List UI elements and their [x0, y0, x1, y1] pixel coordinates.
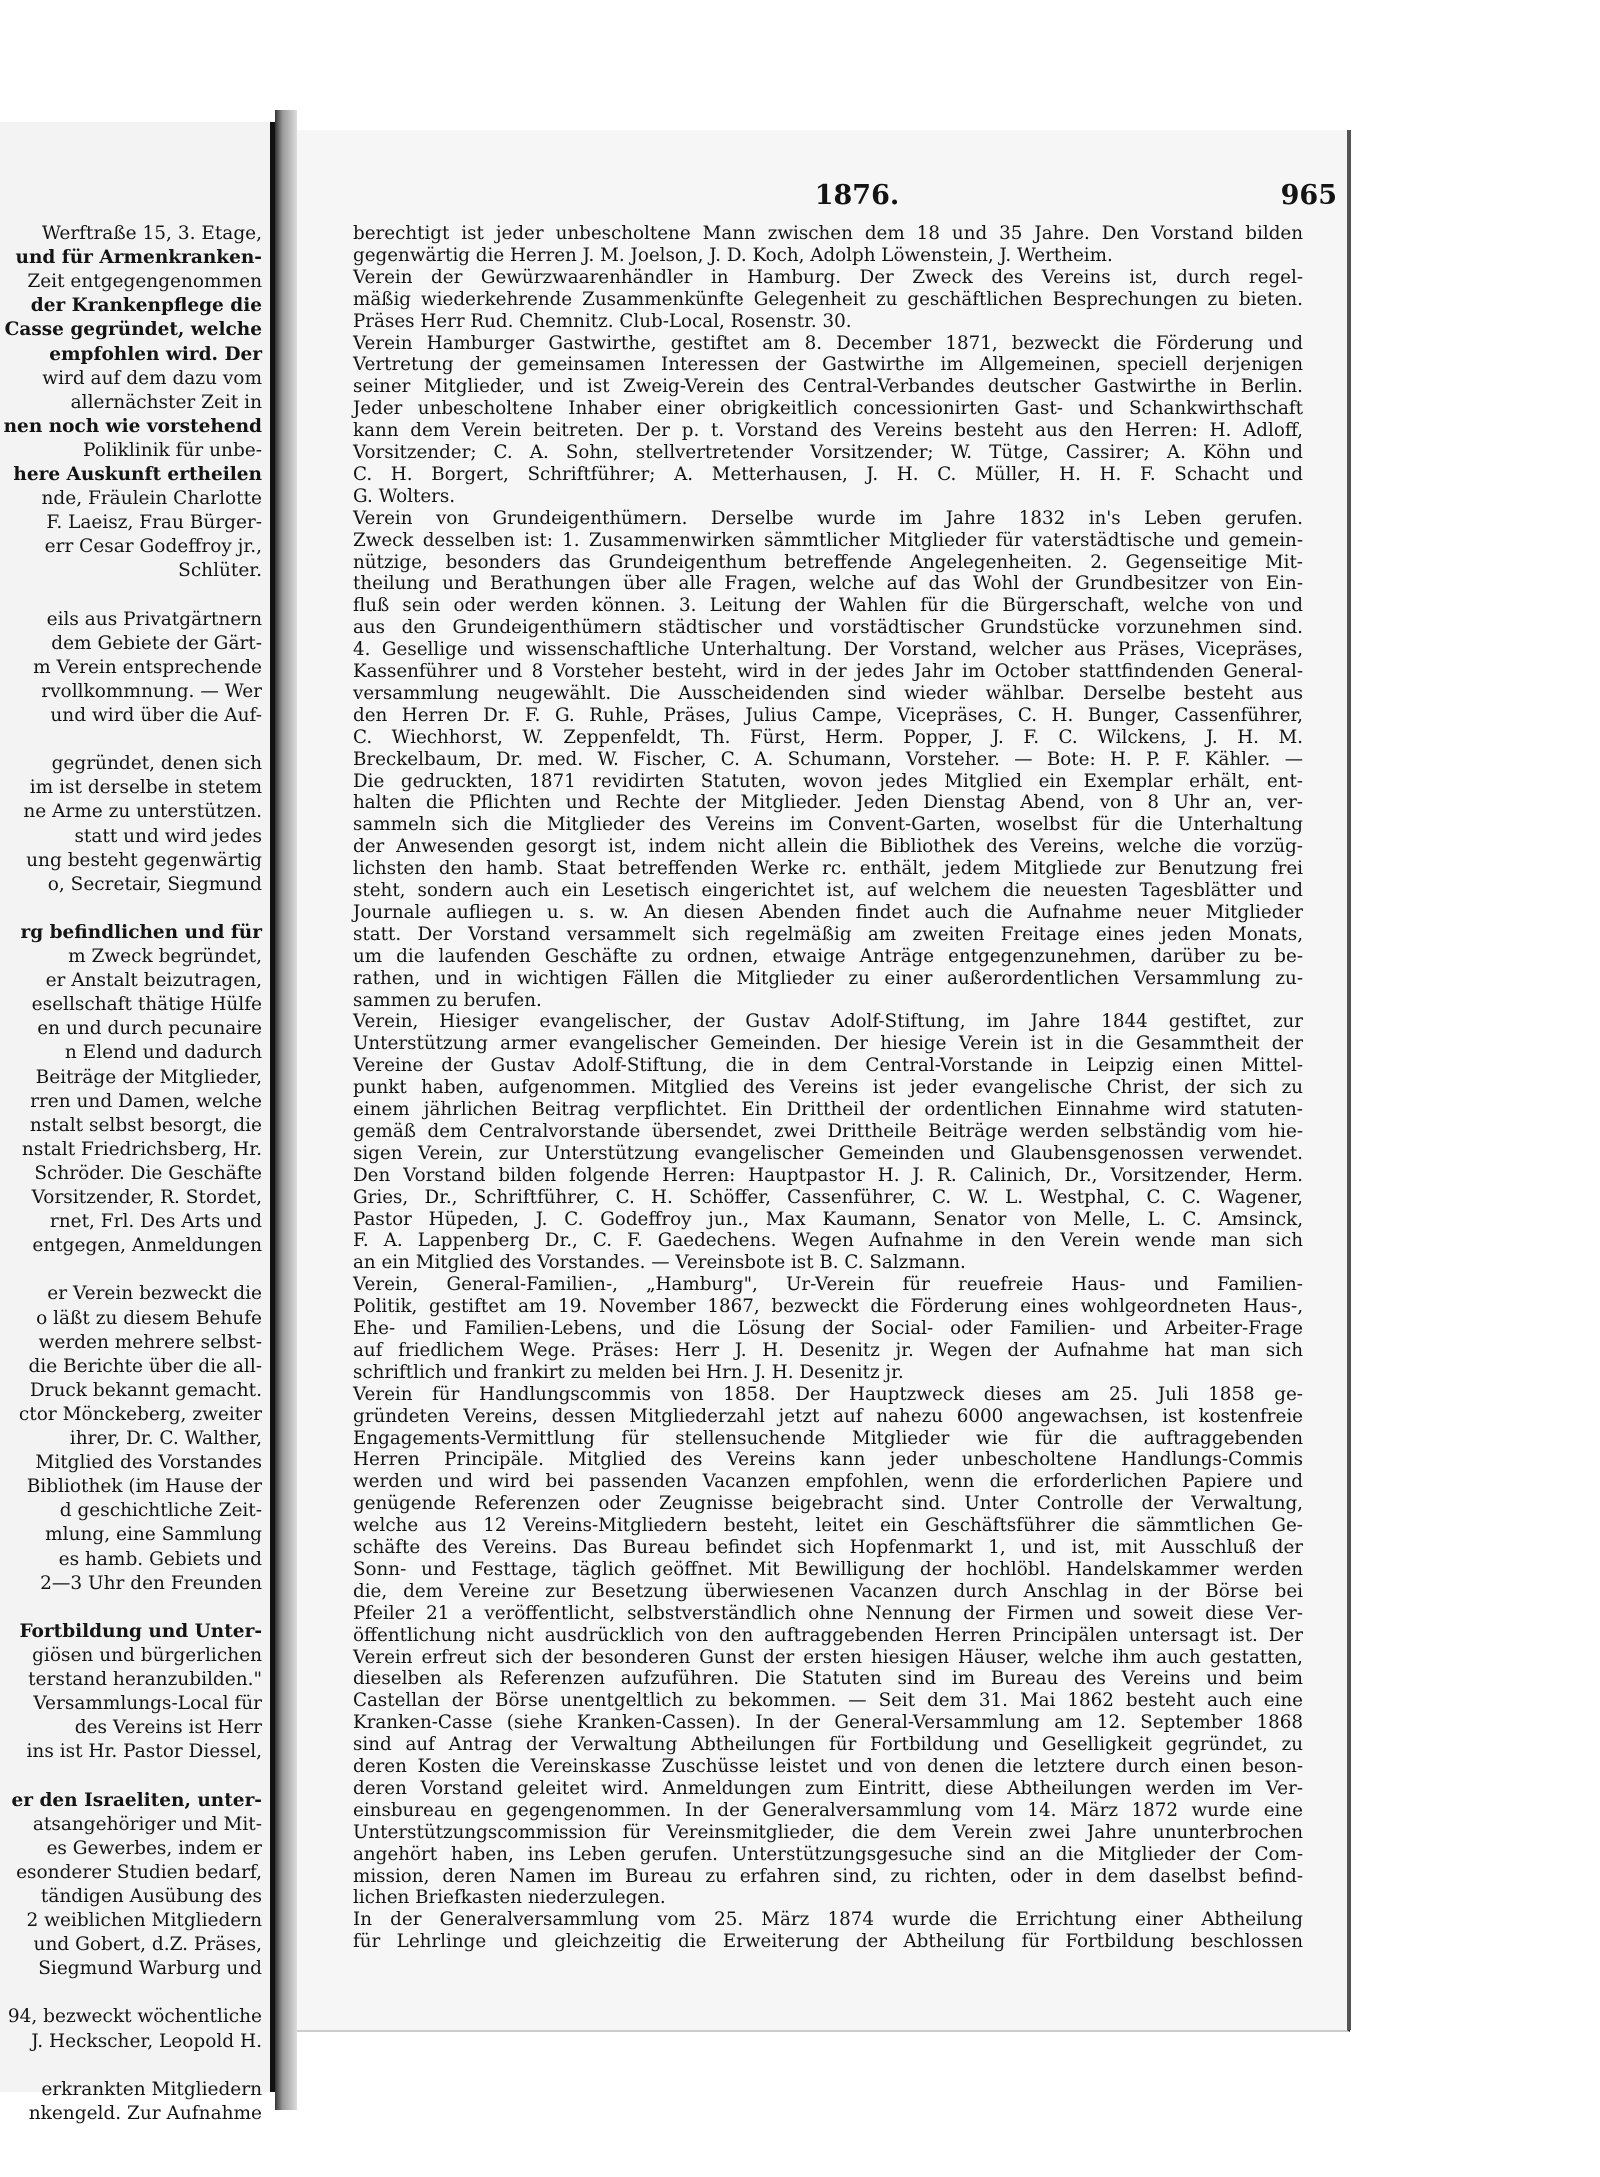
right-page-line: sigen Verein, zur Unterstützung evangelischer Gemeinden und Glaubensgenossen verwendet. [353, 1142, 1303, 1164]
right-page-line: Zweck desselben ist: 1. Zusammenwirken sämmtlicher Mitglieder für vaterstädtische und gemein- [353, 529, 1303, 551]
left-page-line: o, Secretair, Siegmund [47, 873, 262, 895]
left-page-line: Vorsitzender, R. Stordet, [31, 1187, 262, 1208]
right-page-line: Den Vorstand bilden folgende Herren: Hauptpastor H. J. R. Calinich, Dr., Vorsitzender, Herm. [353, 1164, 1303, 1186]
right-page-line: Pfeiler 21 a veröffentlicht, selbstverständlich ohne Nennung der Firmen und soweit diese Ver- [353, 1602, 1303, 1624]
right-page-line: Unterstützungscommission für Vereinsmitglieder, die dem Verein zwei Jahre ununterbrochen [353, 1821, 1303, 1843]
right-page-line: Vertretung der gemeinsamen Interessen der Gastwirthe im Allgemeinen, speciell derjenigen [353, 354, 1303, 376]
left-page-line: Casse gegründet, welche [4, 319, 262, 341]
left-page-line: atsangehöriger und Mit- [32, 1813, 262, 1835]
right-page-line: Verein Hamburger Gastwirthe, gestiftet am 8. December 1871, bezweckt die Förderung und [353, 332, 1303, 354]
left-page-line: nstalt selbst besorgt, die [29, 1114, 262, 1136]
left-page-line: eils aus Privatgärtnern [46, 608, 262, 630]
left-page-line: es Gewerbes, indem er [46, 1837, 262, 1859]
left-page-line: rvollkommnung. — Wer [41, 680, 262, 702]
left-page-line: ins ist Hr. Pastor Diessel, [26, 1741, 262, 1763]
left-page-line [0, 897, 268, 921]
left-page-line: nstalt Friedrichsberg, Hr. [21, 1138, 262, 1160]
left-page-line: Mitglied des Vorstandes [35, 1452, 262, 1474]
right-page-line: In der Generalversammlung vom 25. März 1874 wurde die Errichtung einer Abtheilung [353, 1909, 1303, 1931]
left-page-line: esonderer Studien bedarf, [16, 1861, 262, 1883]
book-gutter [275, 110, 297, 2110]
left-page-line: ung besteht gegenwärtig [26, 849, 262, 871]
right-page-line: Jeder unbescholtene Inhaber einer obrigkeitlich concessionirten Gast- und Schankwirthschaft [353, 398, 1303, 420]
right-page-line: 4. Gesellige und wissenschaftliche Unterhaltung. Der Vorstand, welcher aus Präses, Vicepräses, [353, 639, 1303, 661]
left-page-line: mlung, eine Sammlung [45, 1524, 262, 1546]
right-page-line: dieselben als Referenzen aufzuführen. Die Statuten sind im Bureau des Vereins und beim [353, 1668, 1303, 1690]
left-page-line: J. Heckscher, Leopold H. [31, 2030, 262, 2052]
right-page-line: Verein, General-Familien-, „Hamburg", Ur-Verein für reuefreie Haus- und Familien- [353, 1274, 1303, 1296]
right-page-line: gegenwärtig die Herren J. M. Joelson, J. D. Koch, Adolph Löwenstein, J. Wertheim. [353, 244, 1113, 266]
right-page-line: deren Kosten die Vereinskasse Zuschüsse leistet und von denen die letztere durch einen beson- [353, 1756, 1303, 1777]
left-page-line: terstand heranzubilden." [28, 1669, 262, 1690]
left-page-line: die Berichte über die all- [28, 1355, 262, 1377]
right-page-line: welche aus 12 Vereins-Mitgliedern besteht, leitet ein Geschäftsführer die sämmtlichen Ge- [353, 1515, 1303, 1537]
right-page-line: werden und wird bei passenden Vacanzen empfohlen, wenn die erforderlichen Papiere und [353, 1471, 1303, 1493]
right-page-line: Unterstützung armer evangelischer Gemeinden. Der hiesige Verein ist in die Gesammtheit der [353, 1033, 1303, 1055]
right-page-line: schriftlich und frankirt zu melden bei Hrn. J. H. Desenitz jr. [353, 1361, 904, 1383]
right-page-line: Gries, Dr., Schriftführer, C. H. Schöffer, Cassenführer, C. W. L. Westphal, C. C. Wagener, [353, 1186, 1303, 1208]
right-page-line: angehört haben, ins Leben gerufen. Unterstützungsgesuche sind an die Mitglieder der Com- [353, 1843, 1303, 1865]
right-page-line: Breckelbaum, Dr. med. W. Fischer, C. A. Schumann, Vorsteher. — Bote: H. P. F. Kähler. — [353, 748, 1303, 770]
left-page-line: tändigen Ausübung des [40, 1885, 262, 1907]
right-page-line: lichsten den hamb. Staat betreffenden Werke rc. enthält, jedem Mitgliede zur Benutzung frei [353, 858, 1303, 880]
right-page-line: gemäß dem Centralvorstande übersendet, zwei Drittheile Beiträge werden selbständig vom hie- [353, 1120, 1303, 1142]
left-page-line: m Zweck begründet, [68, 946, 262, 967]
left-page-line: Druck bekannt gemacht. [29, 1379, 262, 1401]
left-page-line: statt und wird jedes [74, 825, 262, 847]
right-page-line: kann dem Verein beitreten. Der p. t. Vorstand des Vereins besteht aus den Herren: H. Adloff, [353, 420, 1303, 442]
left-page-line: here Auskunft ertheilen [13, 464, 262, 485]
left-page-line: und Gobert, d.Z. Präses, [33, 1934, 262, 1956]
right-page-line: statt. Der Vorstand versammelt sich regelmäßig am zweiten Freitage eines jeden Monats, [353, 923, 1303, 945]
left-page-line: er Anstalt beizutragen, [45, 970, 262, 992]
right-page-line: Präses Herr Rud. Chemnitz. Club-Local, Rosenstr. 30. [353, 310, 852, 332]
right-page-line: für Lehrlinge und gleichzeitig die Erweiterung der Abtheilung für Fortbildung beschlossen [353, 1931, 1303, 1953]
left-page-line: Zeit entgegengenommen [27, 271, 262, 293]
left-page-line: Werftraße 15, 3. Etage, [41, 223, 262, 244]
left-page-line: rnet, Frl. Des Arts und [49, 1211, 262, 1233]
page-header-year: 1876. [814, 180, 900, 211]
left-page-line: n Elend und dadurch [64, 1042, 262, 1064]
left-page-line: d geschichtliche Zeit- [59, 1500, 262, 1522]
left-page-line [0, 1258, 268, 1282]
left-page-line [0, 1981, 268, 2005]
right-page-line: sammen zu berufen. [353, 989, 542, 1011]
right-page-line: um die laufenden Geschäfte zu ordnen, etwaige Anträge entgegenzunehmen, darüber zu be- [353, 945, 1303, 967]
right-page-line: Verein von Grundeigenthümern. Derselbe wurde im Jahre 1832 in's Leben gerufen. [353, 507, 1303, 529]
left-page-line [0, 728, 268, 752]
right-page-line: Ehe- und Familien-Lebens, und die Lösung der Social- oder Familien- und Arbeiter-Frage [353, 1318, 1303, 1339]
left-page-line: m Verein entsprechende [33, 656, 262, 678]
left-page-line: empfohlen wird. Der [49, 343, 262, 365]
right-page-line: Vorsitzender; C. A. Sohn, stellvertretender Vorsitzender; W. Tütge, Cassirer; A. Köhn und [353, 442, 1303, 463]
left-page-line: F. Laeisz, Frau Bürger- [46, 512, 262, 534]
left-page-line: erkrankten Mitgliedern [41, 2078, 262, 2100]
right-page-line: deren Vorstand geleitet wird. Anmeldungen zum Eintritt, diese Abtheilungen werden im Ver- [353, 1777, 1303, 1799]
right-page-line: Vereine der Gustav Adolf-Stiftung, die in dem Central-Vorstande in Leipzig einen Mittel- [353, 1055, 1303, 1077]
page-number: 965 [1280, 180, 1337, 211]
right-page-line: punkt haben, aufgenommen. Mitglied des Vereins ist jeder evangelische Christ, der sich zu [353, 1077, 1303, 1099]
right-page-line: den Herren Dr. F. G. Ruhle, Präses, Julius Campe, Vicepräses, C. H. Bunger, Cassenführer, [353, 704, 1303, 726]
left-page-line: er den Israeliten, unter- [11, 1789, 262, 1811]
right-page-line: Die gedruckten, 1871 revidirten Statuten, wovon jedes Mitglied ein Exemplar erhält, ent- [353, 770, 1303, 792]
right-page-line: der Anwesenden gesorgt ist, indem nicht allein die Bibliothek des Vereins, welche die vorzüg- [353, 836, 1303, 858]
left-page-line [0, 2054, 268, 2078]
left-page-line: Schlüter. [178, 560, 262, 582]
right-page-line: einem jährlichen Beitrag verpflichtet. Ein Drittheil der ordentlichen Einnahme wird statuten- [353, 1099, 1303, 1120]
right-page-line: aus den Grundeigenthümern städtischer und vorstädtischer Grundstücke vorzunehmen sind. [353, 617, 1303, 639]
left-page-line: Schröder. Die Geschäfte [34, 1162, 262, 1184]
left-page-line: und für Armenkranken- [15, 247, 262, 269]
right-page-line: Verein für Handlungscommis von 1858. Der Hauptzweck dieses am 25. Juli 1858 ge- [353, 1383, 1303, 1405]
right-page-line: F. A. Lappenberg Dr., C. F. Gaedechens. Wegen Aufnahme in den Verein wende man sich [353, 1230, 1303, 1252]
left-page-line: giösen und bürgerlichen [32, 1644, 262, 1666]
right-page-line: Verein der Gewürzwaarenhändler in Hamburg. Der Zweck des Vereins ist, durch regel- [353, 266, 1303, 288]
left-page-line: rg befindlichen und für [20, 921, 262, 943]
right-page-line: berechtigt ist jeder unbescholtene Mann zwischen dem 18 und 35 Jahre. Den Vorstand bilden [353, 223, 1303, 244]
left-page-line: 94, bezweckt wöchentliche [7, 2006, 262, 2028]
left-page-line: o läßt zu diesem Behufe [36, 1307, 262, 1329]
right-page-line: Sonn- und Festtage, täglich geöffnet. Mit Bewilligung der hochlöbl. Handelskammer werden [353, 1558, 1303, 1580]
left-page-line: der Krankenpflege die [30, 295, 262, 317]
right-page-line: mission, deren Namen im Bureau zu erfahren sind, zu richten, oder in dem daselbst befind- [353, 1865, 1303, 1887]
left-page-line: Fortbildung und Unter- [19, 1620, 262, 1642]
right-page-line: versammlung neugewählt. Die Ausscheidenden sind wieder wählbar. Derselbe besteht aus [353, 682, 1303, 704]
right-page-line: genügende Referenzen oder Zeugnisse beigebracht sind. Unter Controlle der Verwaltung, [353, 1493, 1303, 1515]
right-page-line: Pastor Hüpeden, J. C. Godeffroy jun., Max Kaumann, Senator von Melle, L. C. Amsinck, [353, 1208, 1303, 1230]
right-page-line: an ein Mitglied des Vorstandes. — Vereinsbote ist B. C. Salzmann. [353, 1252, 966, 1274]
right-page-line: Verein, Hiesiger evangelischer, der Gustav Adolf-Stiftung, im Jahre 1844 gestiftet, zur [353, 1011, 1303, 1033]
left-page-line: dem Gebiete der Gärt- [51, 632, 262, 654]
right-page-line: halten die Pflichten und Rechte der Mitglieder. Jeden Dienstag Abend, von 8 Uhr an, ver- [353, 792, 1303, 814]
left-page-line: en und durch pecunaire [37, 1018, 262, 1040]
right-page-line: theilung und Berathungen über alle Fragen, welche auf das Wohl der Grundbesitzer von Ein- [353, 573, 1303, 595]
left-page-line: wird auf dem dazu vom [42, 367, 262, 389]
right-page-line: C. H. Borgert, Schriftführer; A. Metterhausen, J. H. C. Müller, H. H. F. Schacht und [353, 463, 1303, 485]
right-page-line: Kranken-Casse (siehe Kranken-Cassen). In der General-Versammlung am 12. September 1868 [353, 1712, 1303, 1734]
right-page-line: Politik, gestiftet am 19. November 1867, bezweckt die Förderung eines wohlgeordneten Haus-, [353, 1296, 1303, 1318]
right-page-line: fluß sein oder werden können. 3. Leitung der Wahlen für die Bürgerschaft, welche von und [353, 595, 1303, 617]
left-page-line: gegründet, denen sich [51, 753, 262, 775]
right-page-line: sammeln sich die Mitglieder des Vereins im Convent-Garten, woselbst für die Unterhaltung [353, 814, 1303, 836]
left-page-line: im ist derselbe in stetem [29, 777, 262, 799]
right-page-line: Herren Principäle. Mitglied des Vereins kann jeder unbescholtene Handlungs-Commis [353, 1449, 1303, 1471]
right-page-line: lichen Briefkasten niederzulegen. [353, 1887, 666, 1909]
left-page-line: ihrer, Dr. C. Walther, [69, 1428, 262, 1449]
right-page-line: Castellan der Börse unentgeltlich zu bekommen. — Seit dem 31. Mai 1862 besteht auch eine [353, 1690, 1303, 1712]
right-page-line: Kassenführer und 8 Vorsteher besteht, wird in der jedes Jahr im October stattfindenden General- [353, 661, 1303, 682]
right-page-line: öffentlichung nicht ausdrücklich von den auftraggebenden Herren Principälen untersagt ist. Der [353, 1624, 1303, 1646]
right-page-line: Verein erfreut sich der besonderen Gunst der ersten hiesigen Häuser, welche ihm auch gestatten, [353, 1646, 1303, 1668]
left-page-line [0, 1764, 268, 1788]
right-page-line: seiner Mitglieder, und ist Zweig-Verein des Central-Verbandes deutscher Gastwirthe in Berlin. [353, 376, 1303, 398]
right-page-line: mäßig wiederkehrende Zusammenkünfte Gelegenheit zu geschäftlichen Besprechungen zu bieten. [353, 288, 1303, 310]
left-page-line: allernächster Zeit in [70, 391, 262, 413]
left-page-line: 2—3 Uhr den Freunden [40, 1572, 262, 1594]
right-page-line: einsbureau en gegengenommen. In der Generalversammlung vom 14. März 1872 wurde eine [353, 1799, 1303, 1821]
right-page-line: Engagements-Vermittlung für stellensuchende Mitglieder wie für die auftraggebenden [353, 1427, 1303, 1449]
left-page-line: nen noch wie vorstehend [3, 415, 262, 437]
right-page-line: rathen, und in wichtigen Fällen die Mitglieder zu einer außerordentlichen Versammlung zu- [353, 967, 1303, 989]
right-page-line: Journale aufliegen u. s. w. An diesen Abenden findet auch die Aufnahme neuer Mitglieder [353, 901, 1303, 923]
left-page-line: esellschaft thätige Hülfe [31, 994, 262, 1016]
right-page-line: sind auf Antrag der Verwaltung Abtheilungen für Fortbildung und Geselligkeit gegründet, zu [353, 1734, 1303, 1756]
left-page-line: er Verein bezweckt die [47, 1283, 262, 1305]
page-edge [1347, 130, 1351, 2030]
right-page-line: schäfte des Vereins. Das Bureau befindet sich Hopfenmarkt 1, und ist, mit Ausschluß der [353, 1537, 1303, 1558]
left-page-line: und wird über die Auf- [50, 705, 262, 726]
left-page-line [0, 584, 268, 608]
right-page-line: C. Wiechhorst, W. Zeppenfeldt, Th. Fürst, Herm. Popper, J. F. C. Wilckens, J. H. M. [353, 726, 1303, 748]
left-page-line: entgegen, Anmeldungen [32, 1235, 262, 1257]
left-page-line: des Vereins ist Herr [74, 1717, 262, 1739]
left-page-line [0, 1596, 268, 1620]
right-page [297, 130, 1350, 2032]
left-page-line: Versammlungs-Local für [33, 1693, 262, 1715]
left-page [0, 122, 275, 2124]
left-page-line: Poliklinik für unbe- [83, 439, 262, 461]
left-page-line: 2 weiblichen Mitgliedern [26, 1910, 262, 1931]
left-page-line: ne Arme zu unterstützen. [23, 801, 262, 823]
left-page-line: Bibliothek (im Hause der [26, 1476, 262, 1498]
left-page-line: ctor Mönckeberg, zweiter [18, 1403, 262, 1425]
left-page-line: nkengeld. Zur Aufnahme [28, 2102, 262, 2124]
right-page-line: die, dem Vereine zur Besetzung überwiesenen Vacanzen durch Anschlag in der Börse bei [353, 1580, 1303, 1602]
right-page-line: steht, sondern auch ein Lesetisch eingerichtet ist, auf welchem die neuesten Tagesblätter und [353, 880, 1303, 901]
right-page-line: nützige, besonders das Grundeigenthum betreffende Angelegenheiten. 2. Gegenseitige Mit- [353, 551, 1303, 573]
left-page-line: es hamb. Gebiets und [58, 1548, 262, 1570]
right-page-line: G. Wolters. [353, 485, 456, 507]
right-page-line: auf friedlichem Wege. Präses: Herr J. H. Desenitz jr. Wegen der Aufnahme hat man sich [353, 1339, 1303, 1361]
left-page-line: Beiträge der Mitglieder, [35, 1066, 262, 1088]
left-page-line: nde, Fräulein Charlotte [41, 488, 262, 510]
left-page-line: werden mehrere selbst- [38, 1331, 262, 1353]
left-page-line: err Cesar Godeffroy jr., [44, 536, 262, 558]
left-page-line: rren und Damen, welche [30, 1090, 262, 1112]
right-page-line: gründeten Vereins, dessen Mitgliederzahl jetzt auf nahezu 6000 angewachsen, ist kostenfreie [353, 1405, 1303, 1427]
left-page-line: Siegmund Warburg und [38, 1958, 262, 1980]
